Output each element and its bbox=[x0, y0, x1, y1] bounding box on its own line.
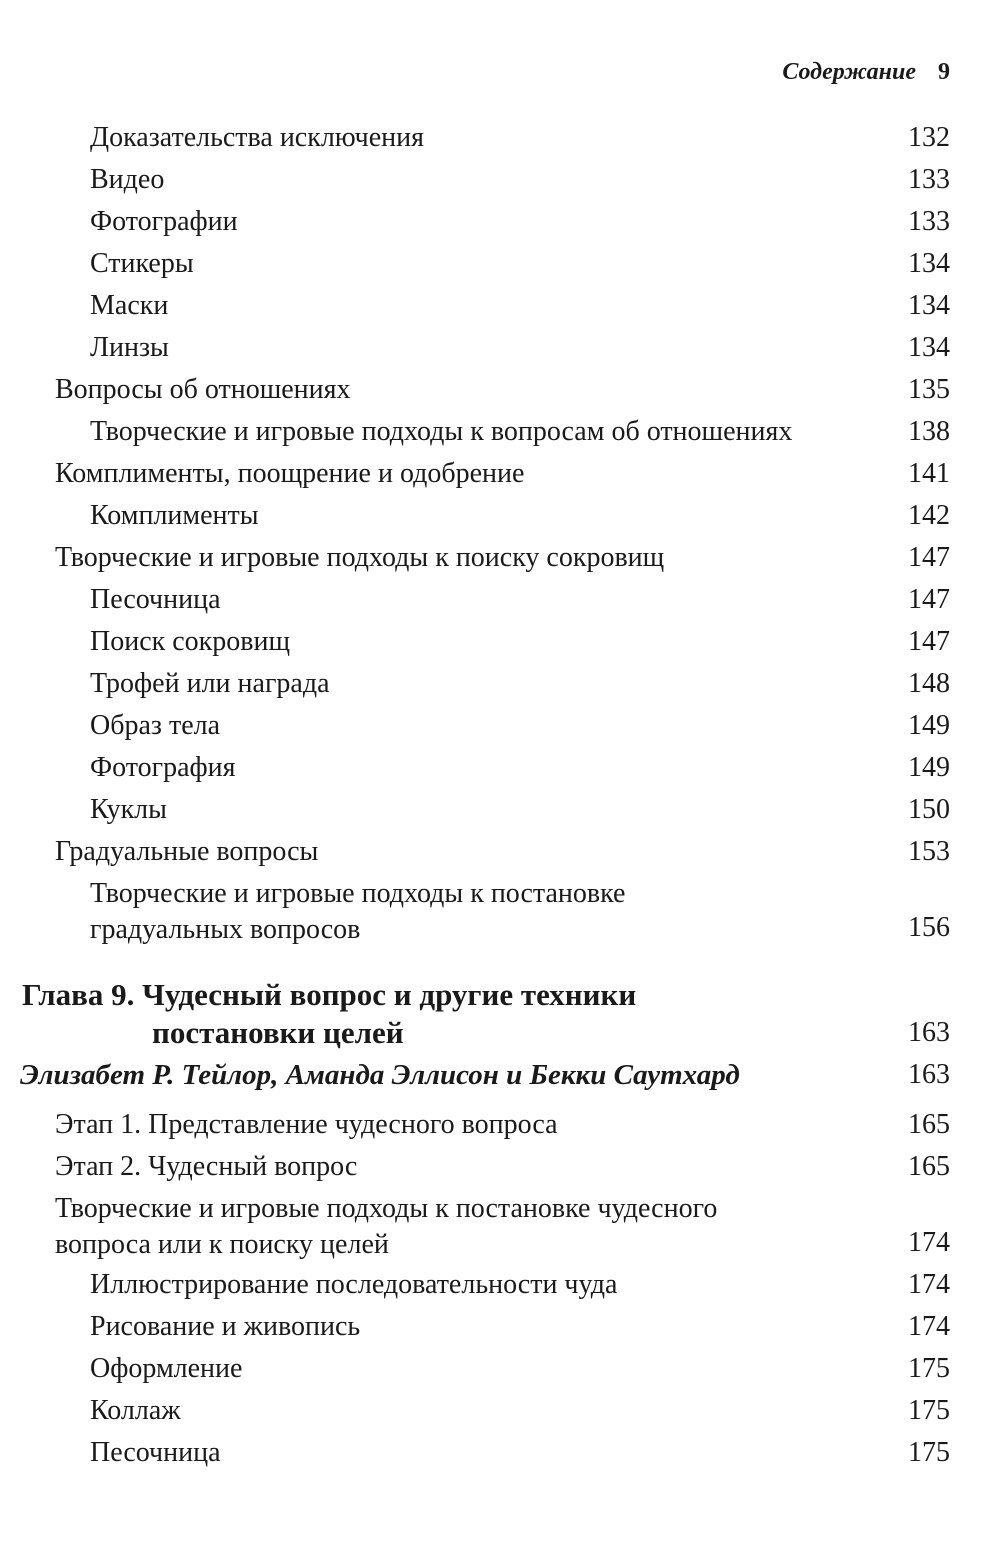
toc-entry-page: 175 bbox=[908, 1353, 950, 1384]
toc-entry-page: 150 bbox=[908, 794, 950, 825]
toc-entry-label: Стикеры bbox=[90, 248, 194, 279]
toc-entry-label: Оформление bbox=[90, 1353, 243, 1384]
toc-entry-label: Фотография bbox=[90, 752, 236, 783]
toc-entry-label: Песочница bbox=[90, 584, 221, 615]
toc-entry-page: 156 bbox=[908, 912, 950, 943]
running-header-title: Содержание bbox=[782, 59, 916, 85]
toc-entry-label: Комплименты bbox=[90, 500, 259, 531]
toc-entry-page: 174 bbox=[908, 1269, 950, 1300]
toc-entry-label: Фотографии bbox=[90, 206, 238, 237]
toc-section-multiline bbox=[0, 1191, 1000, 1263]
toc-entry-page: 142 bbox=[908, 500, 950, 531]
toc-entry-multiline bbox=[0, 876, 1000, 948]
toc-section-label-line1: Творческие и игровые подходы к постановке чудесного bbox=[55, 1193, 718, 1224]
toc-section-page: 165 bbox=[908, 1151, 950, 1182]
chapter-heading bbox=[0, 976, 1000, 1052]
toc-section-label: Этап 1. Представление чудесного вопроса bbox=[55, 1109, 558, 1140]
toc-section-label: Этап 2. Чудесный вопрос bbox=[55, 1151, 358, 1182]
toc-section-page: 147 bbox=[908, 542, 950, 573]
toc-entry-label-line2: градуальных вопросов bbox=[90, 914, 361, 945]
chapter-page: 163 bbox=[908, 1017, 950, 1048]
chapter-authors-page: 163 bbox=[908, 1059, 950, 1090]
chapter-title-line2: постановки целей bbox=[152, 1015, 404, 1050]
toc-entry-page: 134 bbox=[908, 290, 950, 321]
toc-section-page: 153 bbox=[908, 836, 950, 867]
toc-entry-page: 147 bbox=[908, 584, 950, 615]
toc-entry-label: Куклы bbox=[90, 794, 167, 825]
toc-entry-label: Песочница bbox=[90, 1437, 221, 1468]
toc-entry-page: 175 bbox=[908, 1437, 950, 1468]
toc-entry-page: 134 bbox=[908, 332, 950, 363]
chapter-authors-label: Элизабет Р. Тейлор, Аманда Эллисон и Бекки Саутхард bbox=[20, 1059, 740, 1091]
toc-section-label: Вопросы об отношениях bbox=[55, 374, 351, 405]
toc-entry-page: 175 bbox=[908, 1395, 950, 1426]
toc-entry-page: 134 bbox=[908, 248, 950, 279]
toc-entry-label: Поиск сокровищ bbox=[90, 626, 291, 657]
toc-section-page: 141 bbox=[908, 458, 950, 489]
toc-section-page: 135 bbox=[908, 374, 950, 405]
toc-entry-label: Видео bbox=[90, 164, 165, 195]
toc-entry-label: Маски bbox=[90, 290, 169, 321]
toc-section-label: Градуальные вопросы bbox=[55, 836, 319, 867]
toc-entry-label-line1: Творческие и игровые подходы к постановке bbox=[90, 878, 626, 909]
toc-entry-page: 149 bbox=[908, 710, 950, 741]
chapter-title-line1: Глава 9. Чудесный вопрос и другие техники bbox=[22, 977, 637, 1012]
running-header-page-number: 9 bbox=[938, 59, 950, 85]
toc-entry-label: Образ тела bbox=[90, 710, 221, 741]
toc-entry-label: Рисование и живопись bbox=[90, 1311, 361, 1342]
toc-entry-label: Линзы bbox=[90, 332, 169, 363]
toc-entry-label: Коллаж bbox=[90, 1395, 181, 1426]
toc-entry-label: Творческие и игровые подходы к вопросам об отношениях bbox=[90, 416, 793, 447]
toc-section-page: 165 bbox=[908, 1109, 950, 1140]
toc-section-label-line2: вопроса или к поиску целей bbox=[55, 1229, 389, 1260]
toc-section-label: Творческие и игровые подходы к поиску сокровищ bbox=[55, 542, 665, 573]
toc-section-label: Комплименты, поощрение и одобрение bbox=[55, 458, 525, 489]
toc-entry-page: 148 bbox=[908, 668, 950, 699]
running-header bbox=[782, 56, 950, 88]
toc-section-page: 174 bbox=[908, 1227, 950, 1258]
toc-entry-page: 133 bbox=[908, 164, 950, 195]
toc-entry-page: 133 bbox=[908, 206, 950, 237]
toc-entry-page: 147 bbox=[908, 626, 950, 657]
toc-entry-label: Трофей или награда bbox=[90, 668, 330, 699]
toc-entry-page: 149 bbox=[908, 752, 950, 783]
toc-entry-label: Иллюстрирование последовательности чуда bbox=[90, 1269, 618, 1300]
toc-entry-page: 174 bbox=[908, 1311, 950, 1342]
toc-entry-page: 132 bbox=[908, 122, 950, 153]
toc-entry-page: 138 bbox=[908, 416, 950, 447]
toc-entry-label: Доказательства исключения bbox=[90, 122, 425, 153]
